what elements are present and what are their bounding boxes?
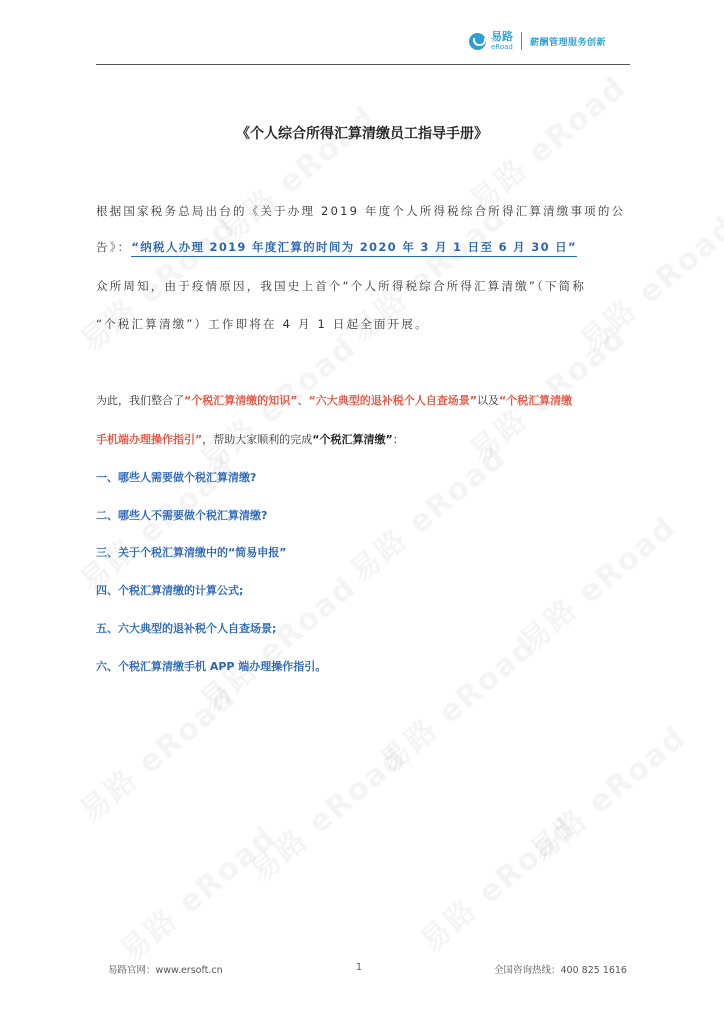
eroad-logo bbox=[469, 31, 606, 51]
logo-name-cn: 易路 bbox=[491, 30, 513, 43]
integrate-item-2: “六大典型的退补税个人自查场景” bbox=[308, 394, 477, 407]
integrate-prefix: 为此，我们整合了 bbox=[96, 394, 184, 407]
integrate-item-3b: 手机端办理操作指引” bbox=[96, 433, 203, 446]
toc-item: 六、个税汇算清缴手机 APP 端办理操作指引。 bbox=[96, 660, 327, 673]
watermark bbox=[408, 803, 584, 960]
watermark bbox=[238, 733, 414, 890]
integrate-suffix: ，帮助大家顺利的完成 bbox=[202, 433, 313, 446]
toc-item: 三、关于个税汇算清缴中的“简易申报” bbox=[96, 546, 287, 559]
intro-line-4: “个税汇算清缴”）工作即将在 4 月 1 日起全面开展。 bbox=[96, 317, 429, 331]
logo-name-en: eRoad bbox=[491, 43, 513, 51]
deadline-highlight: “纳税人办理 2019 年度汇算的时间为 2020 年 3 月 1 日至 6 月 30 日” bbox=[131, 240, 576, 257]
eroad-logo-icon bbox=[469, 33, 486, 50]
footer-page-number: 1 bbox=[356, 962, 363, 973]
toc-item: 五、六大典型的退补税个人自查场景; bbox=[96, 622, 277, 635]
integrate-mid: 以及 bbox=[476, 394, 499, 407]
page-title: 《个人综合所得汇算清缴员工指导手册》 bbox=[236, 126, 488, 142]
intro-line-2 bbox=[96, 239, 636, 255]
footer-hotline: 全国咨询热线：400 825 1616 bbox=[494, 965, 627, 976]
logo-divider bbox=[521, 32, 522, 50]
toc-item: 二、哪些人不需要做个税汇算清缴? bbox=[96, 509, 268, 522]
header-rule bbox=[96, 64, 630, 65]
watermark bbox=[108, 813, 284, 970]
toc-item: 一、哪些人需要做个税汇算清缴? bbox=[96, 471, 257, 484]
integrate-item-1: “个税汇算清缴的知识” bbox=[184, 394, 298, 407]
intro-line-1: 根据国家税务总局出台的《关于办理 2019 年度个人所得税综合所得汇算清缴事项的公 bbox=[96, 204, 626, 218]
logo-slogan: 薪酬管理服务创新 bbox=[530, 37, 607, 48]
watermark bbox=[368, 623, 544, 780]
footer-website: 易路官网：www.ersoft.cn bbox=[108, 965, 223, 976]
integrate-line-2 bbox=[96, 431, 636, 447]
integrate-bold: “个税汇算清缴” bbox=[312, 433, 393, 446]
watermark bbox=[518, 713, 694, 870]
watermark bbox=[338, 433, 514, 590]
integrate-sep: 、 bbox=[297, 394, 309, 407]
intro-line-3: 众所周知，由于疫情原因，我国史上首个“个人所得税综合所得汇算清缴”（下简称 bbox=[96, 279, 587, 293]
intro-line-2-prefix: 告》： bbox=[96, 240, 132, 254]
integrate-line-1 bbox=[96, 392, 636, 408]
integrate-end: ： bbox=[392, 433, 404, 446]
watermark bbox=[508, 503, 684, 660]
toc-item: 四、个税汇算清缴的计算公式; bbox=[96, 584, 244, 597]
watermark bbox=[208, 93, 384, 250]
integrate-item-3a: “个税汇算清缴 bbox=[498, 394, 573, 407]
watermark bbox=[68, 673, 244, 830]
